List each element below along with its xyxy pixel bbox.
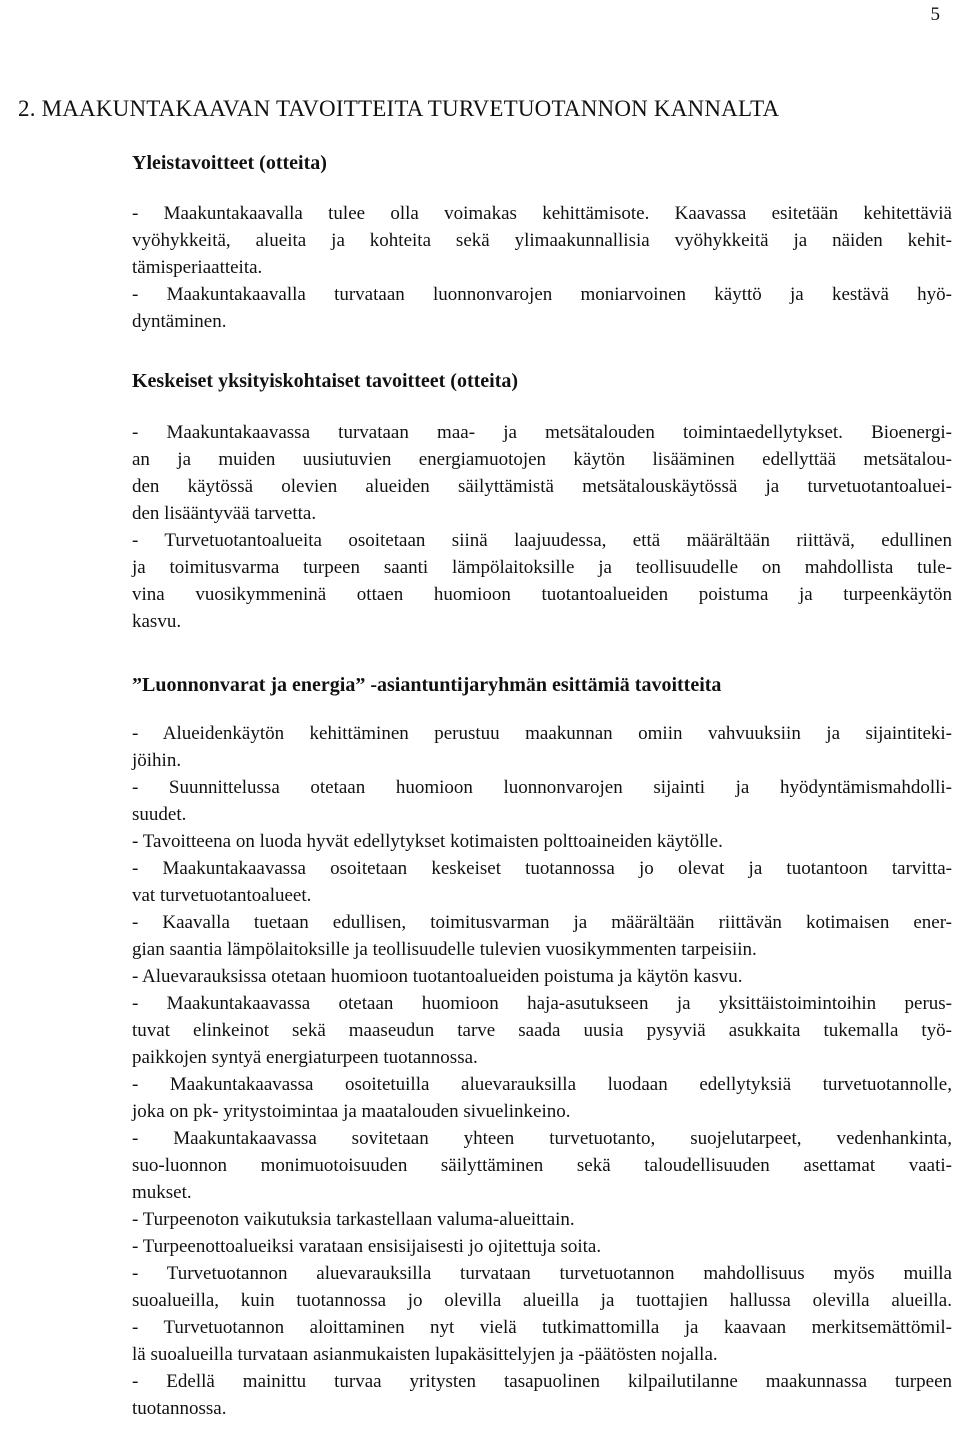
text-line: den lisääntyvää tarvetta. <box>132 503 317 524</box>
text-line: ja toimitusvarma turpeen saanti lämpölaitoksille ja teollisuudelle on mahdollista tule- <box>132 557 952 578</box>
text-line: vat turvetuotantoalueet. <box>132 885 312 906</box>
text-line: den käytössä olevien alueiden säilyttämistä metsätalouskäytössä ja turvetuotantoaluei- <box>132 476 952 497</box>
section-heading-detailed-goals: Keskeiset yksityiskohtaiset tavoitteet (otteita) <box>132 370 519 392</box>
text-line: dyntäminen. <box>132 311 227 332</box>
text-line: - Suunnittelussa otetaan huomioon luonnonvarojen sijainti ja hyödyntämismahdolli- <box>132 777 952 798</box>
page-number: 5 <box>930 4 940 25</box>
chapter-title: 2. MAAKUNTAKAAVAN TAVOITTEITA TURVETUOTANNON KANNALTA <box>18 96 780 121</box>
section-body-general-goals <box>132 200 952 335</box>
text-line: tuotannossa. <box>132 1398 227 1419</box>
text-line: - Maakuntakaavassa osoitetuilla aluevarauksilla luodaan edellytyksiä turvetuotannolle, <box>132 1074 952 1095</box>
text-line: tuvat elinkeinot sekä maaseudun tarve saada uusia pysyviä asukkaita tukemalla työ- <box>132 1020 952 1041</box>
section-heading-expert-group-goals: ”Luonnonvarat ja energia” -asiantuntijaryhmän esittämiä tavoitteita <box>132 674 722 696</box>
text-line: - Aluevarauksissa otetaan huomioon tuotantoalueiden poistuma ja käytön kasvu. <box>132 966 743 987</box>
text-line: mukset. <box>132 1182 192 1203</box>
text-line: suoalueilla, kuin tuotannossa jo olevilla alueilla ja tuottajien hallussa olevilla alueilla. <box>132 1290 952 1311</box>
text-line: vyöhykkeitä, alueita ja kohteita sekä ylimaakunnallisia vyöhykkeitä ja näiden kehit- <box>132 230 952 251</box>
text-line: joka on pk- yritystoimintaa ja maatalouden sivuelinkeino. <box>132 1101 571 1122</box>
section-body-detailed-goals <box>132 419 952 635</box>
text-line: gian saantia lämpölaitoksille ja teollisuudelle tulevien vuosikymmenten tarpeisiin. <box>132 939 757 960</box>
text-line: - Turpeenoton vaikutuksia tarkastellaan valuma-alueittain. <box>132 1209 575 1230</box>
text-line: - Maakuntakaavalla turvataan luonnonvarojen moniarvoinen käyttö ja kestävä hyö- <box>132 284 952 305</box>
text-line: an ja muiden uusiutuvien energiamuotojen käytön lisääminen edellyttää metsätalou- <box>132 449 952 470</box>
text-line: - Kaavalla tuetaan edullisen, toimitusvarman ja määrältään riittävän kotimaisen ener- <box>132 912 952 933</box>
text-line: - Turvetuotannon aluevarauksilla turvataan turvetuotannon mahdollisuus myös muilla <box>132 1263 952 1284</box>
text-line: - Alueidenkäytön kehittäminen perustuu maakunnan omiin vahvuuksiin ja sijaintiteki- <box>132 723 952 744</box>
text-line: vina vuosikymmeninä ottaen huomioon tuotantoalueiden poistuma ja turpeenkäytön <box>132 584 952 605</box>
text-line: - Maakuntakaavalla tulee olla voimakas kehittämisote. Kaavassa esitetään kehitettäviä <box>132 203 952 224</box>
text-line: - Tavoitteena on luoda hyvät edellytykset kotimaisten polttoaineiden käytölle. <box>132 831 723 852</box>
text-line: - Turpeenottoalueiksi varataan ensisijaisesti jo ojitettuja soita. <box>132 1236 602 1257</box>
text-line: suudet. <box>132 804 187 825</box>
text-line: - Edellä mainittu turvaa yritysten tasapuolinen kilpailutilanne maakunnassa turpeen <box>132 1371 952 1392</box>
text-line: suo-luonnon monimuotoisuuden säilyttäminen sekä taloudellisuuden asettamat vaati- <box>132 1155 952 1176</box>
text-line: - Turvetuotantoalueita osoitetaan siinä laajuudessa, että määrältään riittävä, edullinen <box>132 530 952 551</box>
text-line: kasvu. <box>132 611 182 632</box>
text-line: - Turvetuotannon aloittaminen nyt vielä tutkimattomilla ja kaavaan merkitsemättömil- <box>132 1317 952 1338</box>
text-line: - Maakuntakaavassa otetaan huomioon haja-asutukseen ja yksittäistoimintoihin perus- <box>132 993 952 1014</box>
text-line: - Maakuntakaavassa sovitetaan yhteen turvetuotanto, suojelutarpeet, vedenhankinta, <box>132 1128 952 1149</box>
text-line: jöihin. <box>132 750 182 771</box>
text-line: lä suoalueilla turvataan asianmukaisten lupakäsittelyjen ja -päätösten nojalla. <box>132 1344 718 1365</box>
section-heading-general-goals: Yleistavoitteet (otteita) <box>132 152 327 174</box>
text-line: paikkojen syntyä energiaturpeen tuotannossa. <box>132 1047 478 1068</box>
section-body-expert-group-goals <box>132 720 952 1422</box>
text-line: tämisperiaatteita. <box>132 257 263 278</box>
text-line: - Maakuntakaavassa turvataan maa- ja metsätalouden toimintaedellytykset. Bioenergi- <box>132 422 952 443</box>
text-line: - Maakuntakaavassa osoitetaan keskeiset tuotannossa jo olevat ja tuotantoon tarvitta- <box>132 858 952 879</box>
